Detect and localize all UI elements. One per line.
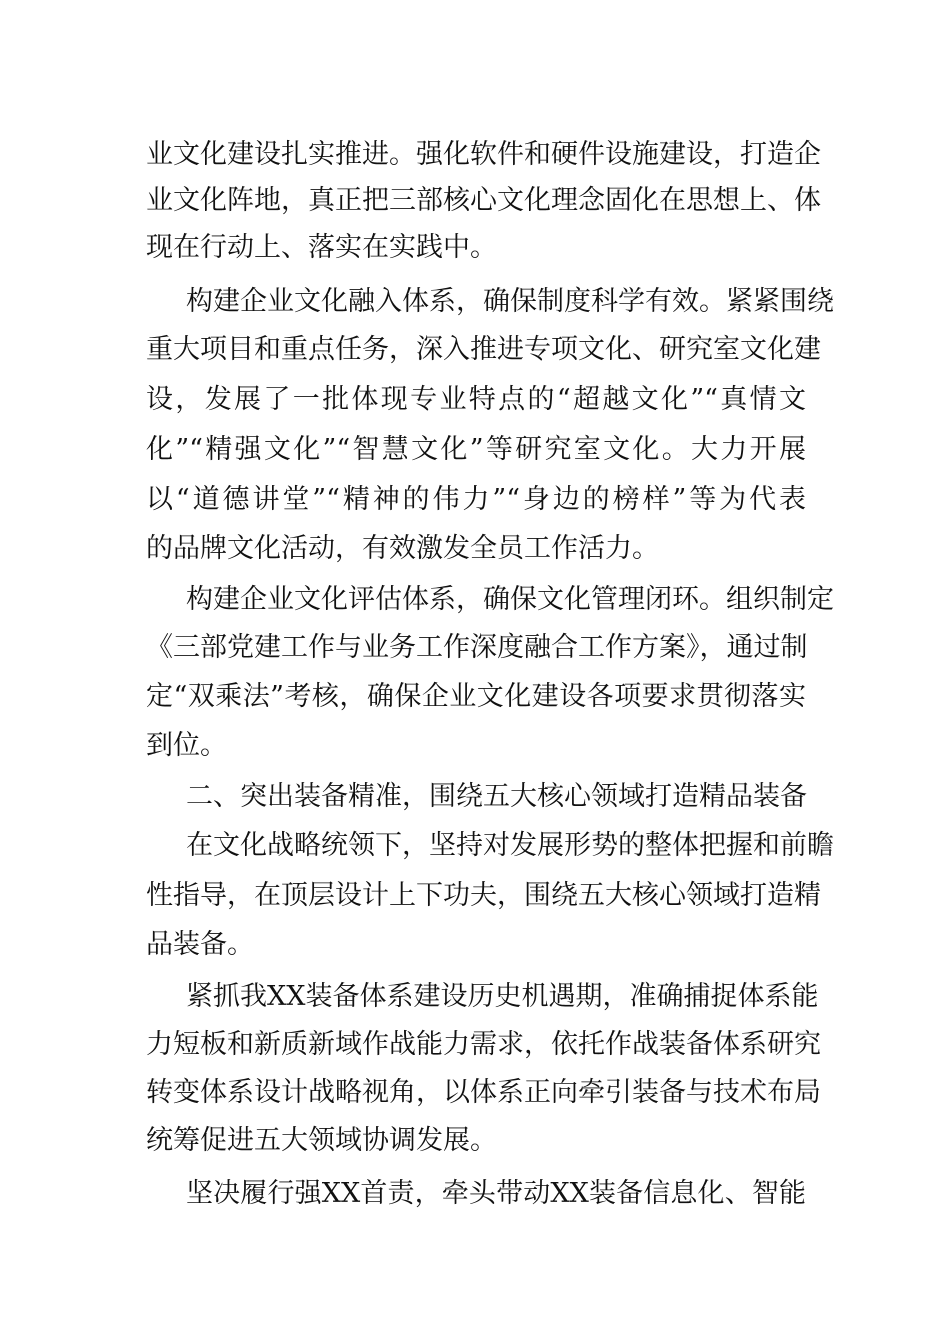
text-line: 业文化阵地，真正把三部核心文化理念固化在思想上、体 [146, 185, 821, 216]
text-line: 统筹促进五大领域协调发展。 [146, 1125, 497, 1156]
paragraph-first-line: 构建企业文化评估体系，确保文化管理闭环。组织制定 [186, 584, 834, 615]
text-line: 化”“精强文化”“智慧文化”等研究室文化。大力开展 [146, 434, 806, 465]
text-line: 定“双乘法”考核，确保企业文化建设各项要求贯彻落实 [146, 681, 806, 712]
text-line: 重大项目和重点任务，深入推进专项文化、研究室文化建 [146, 334, 821, 365]
text-line: 性指导，在顶层设计上下功夫，围绕五大核心领域打造精 [146, 880, 821, 911]
text-line: 设，发展了一批体现专业特点的“超越文化”“真情文 [146, 384, 806, 415]
text-line: 《三部党建工作与业务工作深度融合工作方案》，通过制 [146, 632, 808, 663]
text-line: 业文化建设扎实推进。强化软件和硬件设施建设，打造企 [146, 139, 821, 170]
text-line: 品装备。 [146, 929, 254, 960]
section-heading: 二、突出装备精准，围绕五大核心领域打造精品装备 [186, 781, 807, 812]
text-line: 现在行动上、落实在实践中。 [146, 232, 497, 263]
paragraph-first-line: 紧抓我XX装备体系建设历史机遇期，准确捕捉体系能 [186, 981, 819, 1012]
paragraph-first-line: 构建企业文化融入体系，确保制度科学有效。紧紧围绕 [186, 286, 834, 317]
paragraph-first-line: 坚决履行强XX首责，牵头带动XX装备信息化、智能 [186, 1178, 806, 1209]
text-line: 力短板和新质新域作战能力需求，依托作战装备体系研究 [146, 1029, 821, 1060]
paragraph-first-line: 在文化战略统领下，坚持对发展形势的整体把握和前瞻 [186, 830, 834, 861]
text-line: 转变体系设计战略视角，以体系正向牵引装备与技术布局 [146, 1077, 821, 1108]
text-line: 以“道德讲堂”“精神的伟力”“身边的榜样”等为代表 [146, 484, 806, 515]
text-line: 到位。 [146, 730, 227, 761]
text-line: 的品牌文化活动，有效激发全员工作活力。 [146, 533, 659, 564]
